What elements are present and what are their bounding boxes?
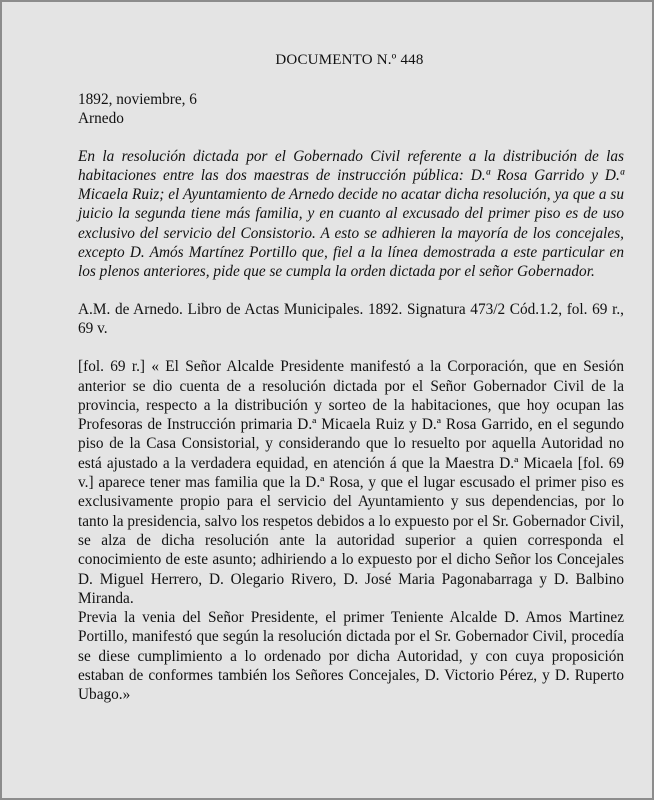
document-content: [78, 90, 624, 705]
document-transcription: [78, 357, 624, 704]
document-title: DOCUMENTO N.º 448: [275, 52, 424, 68]
transcription-paragraph-2: Previa la venia del Señor Presidente, el primer Teniente Alcalde D. Amos Martinez Portillo, manifestó que según la resolución dictada por el Sr. Gobernador Civil, procedía se diese cumplimiento a lo ordenado por dicha Autoridad, y con cuya proposición estaban de conformes también los Señores Concejales, D. Victorio Pérez, y D. Ruperto Ubago.»: [78, 609, 624, 704]
document-date: 1892, noviembre, 6: [78, 91, 197, 108]
document-place: Arnedo: [78, 110, 124, 128]
document-summary: En la resolución dictada por el Gobernado Civil referente a la distribución de las habitaciones entre las dos maestras de instrucción pública: D.ª Rosa Garrido y D.ª Micaela Ruiz; el Ayuntamiento de Arnedo decide no acatar dicha resolución, ya que a su juicio la segunda tiene más familia, y en cuanto al excusado del primer piso es de uso exclusivo del servicio del Consistorio. A esto se adhieren la mayoría de los concejales, excepto D. Amós Martínez Portillo que, fiel a la línea demostrada a este particular en los plenos anteriores, pide que se cumpla la orden dictada por el señor Gobernador.: [78, 147, 624, 281]
document-source: A.M. de Arnedo. Libro de Actas Municipales. 1892. Signatura 473/2 Cód.1.2, fol. 69 r., 69 v.: [78, 300, 624, 337]
transcription-paragraph-1: [fol. 69 r.] « El Señor Alcalde Presidente manifestó a la Corporación, que en Sesión anterior se dio cuenta de a resolución dictada por el Señor Gobernador Civil de la provincia, respecto a la distribución y sorteo de la habitaciones, que hoy ocupan las Profesoras de Instrucción primaria D.ª Micaela Ruiz y D.ª Rosa Garrido, en el segundo piso de la Casa Consistorial, y considerando que lo resuelto por aquella Autoridad no está ajustado a la verdadera equidad, en atención á que la Maestra D.ª Micaela [fol. 69 v.] aparece tener mas familia que la D.ª Rosa, y que el lugar escusado el primer piso es exclusivamente propio para el servicio del Ayuntamiento y sus dependencias, por lo tanto la presidencia, salvo los respetos debidos a lo expuesto por el Sr. Gobernador Civil, se alza de dicha resolución ante la autoridad superior a quien corresponda el conocimiento de este asunto; adhiriendo a lo expuesto por el dicho Señor los Concejales D. Miguel Herrero, D. Olegario Rivero, D. José Maria Pagonabarraga y D. Balbino Miranda.: [78, 358, 624, 607]
